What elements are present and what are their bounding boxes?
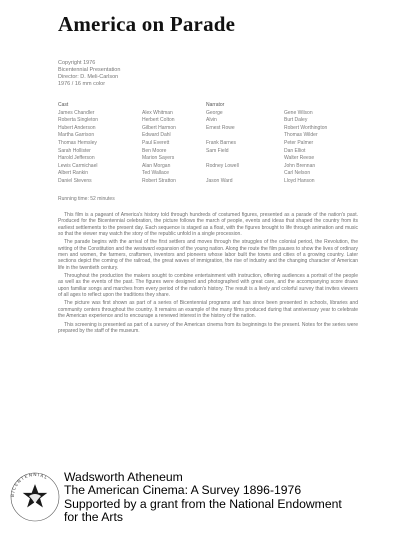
svg-text:BICENTENNIAL: BICENTENNIAL — [10, 472, 49, 498]
cast-cell: Rodney Lowell — [206, 162, 239, 169]
credit-line: Copyright 1976 — [58, 60, 96, 66]
cast-header-cell: Cast — [58, 102, 69, 108]
description-paragraph: This screening is presented as part of a survey of the American cinema from its beginnings to the present. Notes for the series were prepared by the staff of the museum. — [58, 321, 358, 334]
footer-line-grant-cont: for the Arts — [64, 510, 123, 525]
cast-cell: Roberta Singleton — [58, 117, 99, 124]
description-paragraph: Throughout the production the makers sought to combine entertainment with instruction, offering audiences a portrait of the people as well as the events of the past. The figures were designed and photographed with great care, and the accompanying score draws upon familiar songs and marches from every period of the nation's history. The result is a lively and colorful survey that invites viewers of all ages to reflect upon the traditions they share. — [58, 273, 358, 299]
cast-cell: Albert Rankin — [58, 170, 89, 177]
cast-cell: Marion Sayers — [142, 155, 175, 162]
cast-cell: Edward Dahl — [142, 132, 171, 139]
footer-credits — [64, 471, 409, 525]
cast-cell: Thomas Wilder — [284, 132, 318, 139]
footer-line-series: The American Cinema: A Survey 1896-1976 — [64, 483, 302, 498]
cast-cell: Gene Wilson — [284, 109, 313, 116]
description-paragraph: This film is a pageant of America's history told through hundreds of costumed figures, presented as a parade of the nation's past. Produced for the Bicentennial celebration, the picture follows the march of people, events and ideas that shaped the country from its earliest settlements to the present day. Each sequence is staged as a float, with the figures brought to life through animation and music so that the viewer may watch the story of the republic unfold in a single procession. — [58, 212, 358, 238]
cast-header-cell — [284, 102, 358, 110]
cast-cell: Daniel Stevens — [58, 177, 92, 184]
footer-line-institution: Wadsworth Atheneum — [64, 470, 183, 484]
cast-cell: Ted Wallace — [142, 170, 170, 177]
footer-line-grant: Supported by a grant from the National Endowment — [64, 496, 342, 511]
cast-cell: John Brennan — [284, 162, 316, 169]
cast-cell: George — [206, 109, 223, 116]
cast-cell: Lloyd Hanson — [284, 177, 315, 184]
description-paragraph: The picture was first shown as part of a series of Bicentennial programs and has since been presented in schools, libraries and community centers throughout the country. It remains an example of the many films produced during that anniversary year to celebrate the American experience and to encourage a renewed interest in the history of the nation. — [58, 300, 358, 320]
cast-cell — [206, 170, 284, 178]
cast-cell — [206, 132, 284, 140]
cast-cell: Sarah Hollister — [58, 147, 91, 154]
bicentennial-logo-icon — [8, 470, 62, 524]
cast-cell: Ben Moore — [142, 147, 167, 154]
cast-cell: Sam Field — [206, 147, 229, 154]
cast-cell: Hubert Anderson — [58, 124, 96, 131]
running-time: Running time: 52 minutes — [58, 196, 115, 202]
cast-list — [58, 102, 358, 186]
cast-cell: Walter Reese — [284, 155, 315, 162]
cast-cell: Gilbert Harmon — [142, 124, 176, 131]
cast-cell: Robert Stratton — [142, 177, 176, 184]
cast-header-cell: Narrator — [206, 102, 225, 108]
cast-cell: Paul Everett — [142, 139, 170, 146]
cast-header-cell — [142, 102, 206, 110]
film-description — [58, 212, 358, 336]
credit-line: Bicentennial Presentation — [58, 67, 121, 73]
cast-cell: Burt Daley — [284, 117, 308, 124]
cast-cell: Alex Whitman — [142, 109, 173, 116]
cast-cell: Peter Palmer — [284, 139, 314, 146]
cast-cell: Harold Jefferson — [58, 155, 95, 162]
cast-cell: Lewis Carmichael — [58, 162, 98, 169]
cast-cell: Herbert Colton — [142, 117, 175, 124]
cast-cell: Alan Morgan — [142, 162, 171, 169]
cast-cell: Frank Barnes — [206, 139, 237, 146]
credit-line: 1976 / 16 mm color — [58, 81, 106, 87]
credits-block — [58, 60, 208, 88]
cast-cell: Jason Ward — [206, 177, 233, 184]
cast-cell: Robert Worthington — [284, 124, 328, 131]
cast-cell: James Chandler — [58, 109, 95, 116]
cast-cell: Dan Elliot — [284, 147, 306, 154]
cast-cell: Carl Nelson — [284, 170, 311, 177]
cast-cell: Alvin — [206, 117, 217, 124]
cast-cell: Martha Garrison — [58, 132, 95, 139]
description-paragraph: The parade begins with the arrival of the first settlers and moves through the struggles of the colonial period, the Revolution, the writing of the Constitution and the westward expansion of the young nation. Along the route the film pauses to show the lives of ordinary men and women, the farmers, craftsmen, inventors and pioneers whose labor built the towns and cities of a growing country. Later sections depict the coming of the railroad, the great waves of immigration, the rise of industry and the changing character of American life in the twentieth century. — [58, 239, 358, 271]
cast-cell — [206, 155, 284, 163]
cast-cell: Thomas Hemsley — [58, 139, 97, 146]
credit-line: Director: D. Meli-Carlson — [58, 74, 119, 80]
document-title: America on Parade — [58, 12, 236, 36]
cast-cell: Ernest Rowe — [206, 124, 235, 131]
